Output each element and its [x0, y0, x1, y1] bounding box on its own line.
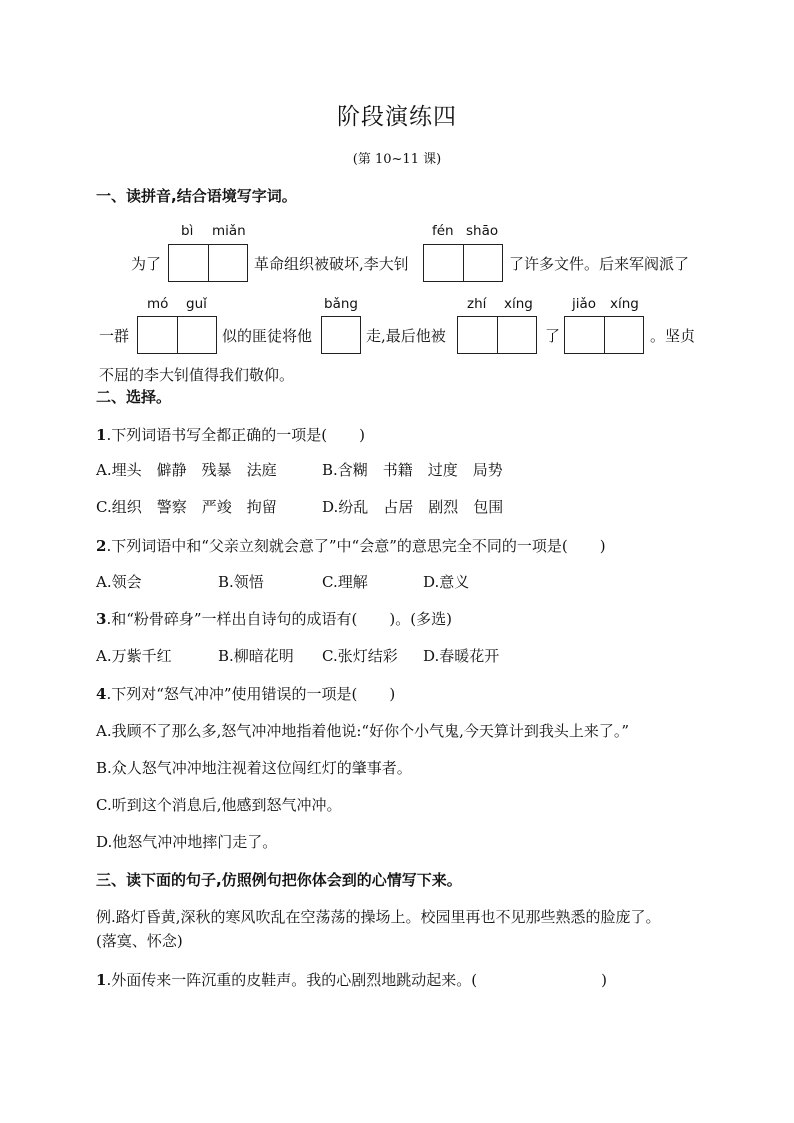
- answer-box-bimian[interactable]: [168, 244, 248, 282]
- paren-close: ): [359, 426, 365, 444]
- section3-heading: 三、读下面的句子,仿照例句把你体会到的心情写下来。: [96, 871, 462, 889]
- fill-text-2: 革命组织被破坏,李大钊: [254, 255, 409, 273]
- fill-text-4: 一群: [99, 327, 130, 345]
- question-3-1: [96, 969, 607, 990]
- fill-text-5: 似的匪徒将他: [222, 327, 313, 345]
- question-2-4: [96, 683, 395, 704]
- fill-text-1: 为了: [131, 255, 162, 273]
- option-c[interactable]: C.听到这个消息后,他感到怒气冲冲。: [96, 796, 342, 814]
- q1-options-row2: [96, 496, 503, 517]
- pinyin-fen: fén: [432, 223, 454, 239]
- fill-text-7: 了: [545, 327, 561, 345]
- option-b[interactable]: B.众人怒气冲冲地注视着这位闯红灯的肇事者。: [96, 759, 412, 777]
- question-stem: .外面传来一阵沉重的皮鞋声。我的心剧烈地跳动起来。(: [106, 971, 478, 989]
- option-d[interactable]: D.春暖花开: [423, 647, 500, 665]
- fill-text-8: 。坚贞: [650, 327, 696, 345]
- q2-options: [96, 571, 469, 592]
- page-title: 阶段演练四: [337, 104, 457, 130]
- paren-close: ): [601, 971, 607, 989]
- option-a[interactable]: A.埋头 僻静 残暴 法庭: [96, 461, 277, 479]
- answer-box-fenshao[interactable]: [423, 244, 503, 282]
- question-stem: .下列词语中和“父亲立刻就会意了”中“会意”的意思完全不同的一项是(: [106, 537, 568, 555]
- q3-options: [96, 645, 499, 666]
- paren-close: )。(多选): [389, 610, 452, 628]
- fill-text-6: 走,最后他被: [366, 327, 446, 345]
- option-b[interactable]: B.含糊 书籍 过度 局势: [322, 461, 503, 479]
- fill-text-3: 了许多文件。后来军阀派了: [509, 255, 690, 273]
- answer-box-bang[interactable]: [321, 316, 361, 354]
- paren-close: ): [389, 685, 396, 703]
- example-moods: (落寞、怀念): [96, 932, 183, 950]
- question-number: 1: [96, 426, 107, 444]
- pinyin-mo: mó: [147, 296, 169, 312]
- pinyin-gui: guǐ: [186, 296, 207, 312]
- option-c[interactable]: C.张灯结彩: [322, 647, 398, 665]
- question-2-3: [96, 608, 452, 629]
- pinyin-jiao: jiǎo: [572, 296, 597, 312]
- pinyin-shao: shāo: [466, 223, 499, 239]
- question-number: 4: [96, 685, 107, 703]
- option-b[interactable]: B.柳暗花明: [218, 647, 294, 665]
- option-c[interactable]: C.理解: [322, 573, 368, 591]
- option-d[interactable]: D.意义: [423, 573, 470, 591]
- question-2-2: [96, 535, 606, 556]
- question-2-1: [96, 424, 365, 445]
- page-subtitle: (第 10~11 课): [352, 152, 442, 167]
- section1-heading: 一、读拼音,结合语境写字词。: [96, 187, 297, 205]
- answer-box-mogui[interactable]: [137, 316, 217, 354]
- pinyin-xing: xíng: [504, 296, 533, 312]
- question-stem: .和“粉骨碎身”一样出自诗句的成语有(: [106, 610, 358, 628]
- question-stem: .下列词语书写全都正确的一项是(: [106, 426, 328, 444]
- question-number: 3: [96, 610, 107, 628]
- answer-box-zhixing[interactable]: [457, 316, 537, 354]
- option-a[interactable]: A.万紫千红: [96, 647, 172, 665]
- option-a[interactable]: A.领会: [96, 573, 142, 591]
- pinyin-bi: bì: [181, 223, 194, 239]
- option-d[interactable]: D.纷乱 占居 剧烈 包围: [322, 498, 504, 516]
- question-number: 2: [96, 537, 107, 555]
- question-stem: .下列对“怒气冲冲”使用错误的一项是(: [106, 685, 358, 703]
- pinyin-bang: bǎng: [324, 296, 358, 312]
- option-b[interactable]: B.领悟: [218, 573, 264, 591]
- q1-options-row1: [96, 459, 503, 480]
- option-a[interactable]: A.我顾不了那么多,怒气冲冲地指着他说:“好你个小气鬼,今天算计到我头上来了。”: [96, 722, 630, 740]
- question-number: 1: [96, 971, 107, 989]
- option-d[interactable]: D.他怒气冲冲地摔门走了。: [96, 833, 278, 851]
- option-c[interactable]: C.组织 警察 严竣 拘留: [96, 498, 277, 516]
- pinyin-xing-2: xíng: [610, 296, 639, 312]
- answer-box-jiaoxing[interactable]: [564, 316, 644, 354]
- paren-close: ): [599, 537, 606, 555]
- fill-text-9: 不屈的李大钊值得我们敬仰。: [99, 366, 295, 384]
- section2-heading: 二、选择。: [96, 388, 172, 406]
- pinyin-mian: miǎn: [212, 223, 246, 239]
- pinyin-zhi: zhí: [467, 296, 487, 312]
- example-sentence: 例.路灯昏黄,深秋的寒风吹乱在空荡荡的操场上。校园里再也不见那些熟悉的脸庞了。: [96, 908, 661, 926]
